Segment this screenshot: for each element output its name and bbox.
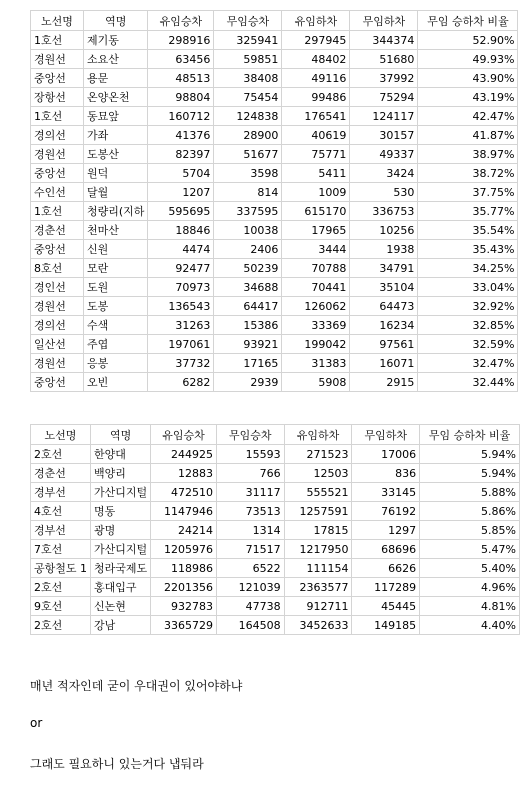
- paid-boarding-cell: 6282: [148, 373, 214, 392]
- paid-boarding-cell: 70973: [148, 278, 214, 297]
- free-boarding-cell: 31117: [216, 483, 284, 502]
- free-alighting-cell: 836: [352, 464, 420, 483]
- table-row: [31, 221, 518, 240]
- free-boarding-cell: 50239: [214, 259, 282, 278]
- paid-alighting-cell: 17965: [282, 221, 350, 240]
- paid-boarding-cell: 1205976: [151, 540, 217, 559]
- paid-boarding-cell: 472510: [151, 483, 217, 502]
- free-ratio-cell: 5.88%: [420, 483, 520, 502]
- paid-boarding-cell: 244925: [151, 445, 217, 464]
- free-boarding-cell: 121039: [216, 578, 284, 597]
- table-row: [31, 107, 518, 126]
- paid-boarding-cell: 4474: [148, 240, 214, 259]
- table-row: [31, 464, 520, 483]
- table-row: [31, 145, 518, 164]
- station-cell: 신논현: [91, 597, 151, 616]
- free-ratio-cell: 38.72%: [418, 164, 518, 183]
- free-boarding-cell: 17165: [214, 354, 282, 373]
- line-cell: 9호선: [31, 597, 91, 616]
- table-row: [31, 259, 518, 278]
- table-row: [31, 202, 518, 221]
- free-alighting-cell: 1297: [352, 521, 420, 540]
- table-row: [31, 597, 520, 616]
- line-cell: 수인선: [31, 183, 84, 202]
- free-boarding-cell: 814: [214, 183, 282, 202]
- free-alighting-cell: 530: [350, 183, 418, 202]
- free-alighting-cell: 124117: [350, 107, 418, 126]
- paid-alighting-cell: 48402: [282, 50, 350, 69]
- paid-boarding-cell: 37732: [148, 354, 214, 373]
- station-cell: 홍대입구: [91, 578, 151, 597]
- header-cell: 역명: [91, 425, 151, 445]
- header-cell: 노선명: [31, 11, 84, 31]
- free-boarding-cell: 34688: [214, 278, 282, 297]
- table-row: [31, 31, 518, 50]
- free-alighting-cell: 35104: [350, 278, 418, 297]
- line-cell: 경원선: [31, 50, 84, 69]
- free-boarding-cell: 28900: [214, 126, 282, 145]
- station-cell: 도봉산: [84, 145, 148, 164]
- station-cell: 청라국제도: [91, 559, 151, 578]
- free-alighting-cell: 149185: [352, 616, 420, 635]
- free-ratio-cell: 32.85%: [418, 316, 518, 335]
- paid-alighting-cell: 297945: [282, 31, 350, 50]
- free-boarding-cell: 15386: [214, 316, 282, 335]
- free-ratio-cell: 5.86%: [420, 502, 520, 521]
- free-ratio-cell: 32.44%: [418, 373, 518, 392]
- free-ratio-cell: 35.77%: [418, 202, 518, 221]
- table-row: [31, 521, 520, 540]
- comment-line: 매년 적자인데 굳이 우대권이 있어야하냐: [30, 679, 243, 693]
- paid-boarding-cell: 41376: [148, 126, 214, 145]
- paid-boarding-cell: 48513: [148, 69, 214, 88]
- line-cell: 중앙선: [31, 240, 84, 259]
- free-alighting-cell: 64473: [350, 297, 418, 316]
- station-cell: 도봉: [84, 297, 148, 316]
- paid-alighting-cell: 49116: [282, 69, 350, 88]
- line-cell: 경원선: [31, 145, 84, 164]
- free-alighting-cell: 1938: [350, 240, 418, 259]
- station-cell: 백양리: [91, 464, 151, 483]
- header-cell: 유임승차: [148, 11, 214, 31]
- paid-alighting-cell: 70788: [282, 259, 350, 278]
- paid-boarding-cell: 82397: [148, 145, 214, 164]
- free-ratio-cell: 43.90%: [418, 69, 518, 88]
- free-boarding-cell: 64417: [214, 297, 282, 316]
- comment-line: or: [30, 716, 43, 730]
- paid-alighting-cell: 555521: [284, 483, 352, 502]
- paid-boarding-cell: 92477: [148, 259, 214, 278]
- free-boarding-cell: 15593: [216, 445, 284, 464]
- paid-alighting-cell: 5908: [282, 373, 350, 392]
- free-boarding-cell: 337595: [214, 202, 282, 221]
- free-ratio-cell: 41.87%: [418, 126, 518, 145]
- line-cell: 7호선: [31, 540, 91, 559]
- header-cell: 노선명: [31, 425, 91, 445]
- table-row: [31, 540, 520, 559]
- free-boarding-cell: 2406: [214, 240, 282, 259]
- header-cell: 유임하차: [282, 11, 350, 31]
- line-cell: 2호선: [31, 578, 91, 597]
- free-alighting-cell: 68696: [352, 540, 420, 559]
- line-cell: 경부선: [31, 483, 91, 502]
- line-cell: 경원선: [31, 297, 84, 316]
- free-boarding-cell: 73513: [216, 502, 284, 521]
- line-cell: 경부선: [31, 521, 91, 540]
- table-row: [31, 316, 518, 335]
- station-cell: 주엽: [84, 335, 148, 354]
- free-ratio-cell: 4.81%: [420, 597, 520, 616]
- line-cell: 경춘선: [31, 464, 91, 483]
- free-ratio-cell: 5.47%: [420, 540, 520, 559]
- top-ratio-table: [30, 10, 518, 392]
- line-cell: 중앙선: [31, 373, 84, 392]
- station-cell: 소요산: [84, 50, 148, 69]
- free-boarding-cell: 75454: [214, 88, 282, 107]
- comment-line: 그래도 필요하니 있는거다 냅둬라: [30, 757, 204, 771]
- paid-boarding-cell: 98804: [148, 88, 214, 107]
- station-cell: 천마산: [84, 221, 148, 240]
- table-body: [31, 445, 520, 635]
- paid-alighting-cell: 3444: [282, 240, 350, 259]
- free-ratio-cell: 5.94%: [420, 445, 520, 464]
- free-ratio-cell: 5.40%: [420, 559, 520, 578]
- free-alighting-cell: 37992: [350, 69, 418, 88]
- paid-alighting-cell: 40619: [282, 126, 350, 145]
- station-cell: 청량리(지하: [84, 202, 148, 221]
- paid-boarding-cell: 12883: [151, 464, 217, 483]
- paid-alighting-cell: 111154: [284, 559, 352, 578]
- table-body: [31, 31, 518, 392]
- header-cell: 무임하차: [352, 425, 420, 445]
- station-cell: 응봉: [84, 354, 148, 373]
- station-cell: 가산디지털: [91, 540, 151, 559]
- free-alighting-cell: 45445: [352, 597, 420, 616]
- paid-alighting-cell: 2363577: [284, 578, 352, 597]
- paid-alighting-cell: 3452633: [284, 616, 352, 635]
- bottom-ratio-table: [30, 424, 520, 635]
- paid-boarding-cell: 2201356: [151, 578, 217, 597]
- free-alighting-cell: 51680: [350, 50, 418, 69]
- table-row: [31, 373, 518, 392]
- free-boarding-cell: 2939: [214, 373, 282, 392]
- free-ratio-cell: 52.90%: [418, 31, 518, 50]
- paid-alighting-cell: 70441: [282, 278, 350, 297]
- line-cell: 일산선: [31, 335, 84, 354]
- line-cell: 2호선: [31, 445, 91, 464]
- header-cell: 무임 승하차 비율: [418, 11, 518, 31]
- station-cell: 원덕: [84, 164, 148, 183]
- table-row: [31, 164, 518, 183]
- free-alighting-cell: 34791: [350, 259, 418, 278]
- free-ratio-cell: 49.93%: [418, 50, 518, 69]
- paid-alighting-cell: 17815: [284, 521, 352, 540]
- free-alighting-cell: 3424: [350, 164, 418, 183]
- paid-boarding-cell: 595695: [148, 202, 214, 221]
- table-row: [31, 354, 518, 373]
- table-row: [31, 616, 520, 635]
- header-cell: 역명: [84, 11, 148, 31]
- free-boarding-cell: 47738: [216, 597, 284, 616]
- free-alighting-cell: 30157: [350, 126, 418, 145]
- table-row: [31, 88, 518, 107]
- table-row: [31, 335, 518, 354]
- paid-alighting-cell: 1257591: [284, 502, 352, 521]
- header-cell: 무임승차: [214, 11, 282, 31]
- header-row: [31, 11, 518, 31]
- free-ratio-cell: 35.43%: [418, 240, 518, 259]
- line-cell: 8호선: [31, 259, 84, 278]
- free-boarding-cell: 10038: [214, 221, 282, 240]
- paid-alighting-cell: 31383: [282, 354, 350, 373]
- free-boarding-cell: 1314: [216, 521, 284, 540]
- free-alighting-cell: 6626: [352, 559, 420, 578]
- paid-alighting-cell: 176541: [282, 107, 350, 126]
- free-ratio-cell: 37.75%: [418, 183, 518, 202]
- header-cell: 무임하차: [350, 11, 418, 31]
- free-ratio-cell: 43.19%: [418, 88, 518, 107]
- free-alighting-cell: 16071: [350, 354, 418, 373]
- table-row: [31, 183, 518, 202]
- free-alighting-cell: 76192: [352, 502, 420, 521]
- paid-boarding-cell: 5704: [148, 164, 214, 183]
- paid-alighting-cell: 75771: [282, 145, 350, 164]
- free-ratio-cell: 34.25%: [418, 259, 518, 278]
- paid-alighting-cell: 99486: [282, 88, 350, 107]
- paid-alighting-cell: 615170: [282, 202, 350, 221]
- free-alighting-cell: 117289: [352, 578, 420, 597]
- station-cell: 제기동: [84, 31, 148, 50]
- free-alighting-cell: 336753: [350, 202, 418, 221]
- table-row: [31, 240, 518, 259]
- free-ratio-cell: 5.94%: [420, 464, 520, 483]
- free-ratio-cell: 5.85%: [420, 521, 520, 540]
- paid-alighting-cell: 33369: [282, 316, 350, 335]
- station-cell: 광명: [91, 521, 151, 540]
- paid-boarding-cell: 932783: [151, 597, 217, 616]
- line-cell: 경원선: [31, 354, 84, 373]
- station-cell: 가좌: [84, 126, 148, 145]
- table-row: [31, 69, 518, 88]
- paid-boarding-cell: 3365729: [151, 616, 217, 635]
- paid-boarding-cell: 118986: [151, 559, 217, 578]
- free-boarding-cell: 3598: [214, 164, 282, 183]
- table-row: [31, 126, 518, 145]
- header-cell: 무임 승하차 비율: [420, 425, 520, 445]
- line-cell: 경의선: [31, 126, 84, 145]
- line-cell: 경의선: [31, 316, 84, 335]
- table-row: [31, 502, 520, 521]
- station-cell: 온양온천: [84, 88, 148, 107]
- station-cell: 수색: [84, 316, 148, 335]
- station-cell: 모란: [84, 259, 148, 278]
- station-cell: 가산디지털: [91, 483, 151, 502]
- paid-boarding-cell: 24214: [151, 521, 217, 540]
- line-cell: 중앙선: [31, 69, 84, 88]
- paid-boarding-cell: 18846: [148, 221, 214, 240]
- station-cell: 도원: [84, 278, 148, 297]
- free-alighting-cell: 49337: [350, 145, 418, 164]
- free-alighting-cell: 75294: [350, 88, 418, 107]
- paid-boarding-cell: 1147946: [151, 502, 217, 521]
- line-cell: 1호선: [31, 31, 84, 50]
- paid-alighting-cell: 271523: [284, 445, 352, 464]
- free-ratio-cell: 32.92%: [418, 297, 518, 316]
- free-alighting-cell: 2915: [350, 373, 418, 392]
- table-row: [31, 445, 520, 464]
- line-cell: 2호선: [31, 616, 91, 635]
- table-row: [31, 297, 518, 316]
- free-alighting-cell: 33145: [352, 483, 420, 502]
- paid-alighting-cell: 12503: [284, 464, 352, 483]
- free-alighting-cell: 344374: [350, 31, 418, 50]
- line-cell: 1호선: [31, 107, 84, 126]
- line-cell: 4호선: [31, 502, 91, 521]
- free-boarding-cell: 59851: [214, 50, 282, 69]
- header-row: [31, 425, 520, 445]
- station-cell: 강남: [91, 616, 151, 635]
- free-ratio-cell: 4.96%: [420, 578, 520, 597]
- paid-alighting-cell: 199042: [282, 335, 350, 354]
- table-row: [31, 559, 520, 578]
- station-cell: 한양대: [91, 445, 151, 464]
- free-boarding-cell: 766: [216, 464, 284, 483]
- free-alighting-cell: 17006: [352, 445, 420, 464]
- table-row: [31, 483, 520, 502]
- paid-boarding-cell: 298916: [148, 31, 214, 50]
- free-alighting-cell: 10256: [350, 221, 418, 240]
- line-cell: 중앙선: [31, 164, 84, 183]
- paid-alighting-cell: 1217950: [284, 540, 352, 559]
- free-ratio-cell: 33.04%: [418, 278, 518, 297]
- paid-boarding-cell: 197061: [148, 335, 214, 354]
- line-cell: 1호선: [31, 202, 84, 221]
- header-cell: 유임승차: [151, 425, 217, 445]
- paid-boarding-cell: 31263: [148, 316, 214, 335]
- free-ratio-cell: 42.47%: [418, 107, 518, 126]
- table-row: [31, 578, 520, 597]
- line-cell: 공항철도 1: [31, 559, 91, 578]
- paid-alighting-cell: 5411: [282, 164, 350, 183]
- station-cell: 용문: [84, 69, 148, 88]
- free-ratio-cell: 4.40%: [420, 616, 520, 635]
- table-row: [31, 50, 518, 69]
- station-cell: 달월: [84, 183, 148, 202]
- paid-boarding-cell: 160712: [148, 107, 214, 126]
- free-alighting-cell: 16234: [350, 316, 418, 335]
- free-boarding-cell: 124838: [214, 107, 282, 126]
- paid-boarding-cell: 136543: [148, 297, 214, 316]
- free-alighting-cell: 97561: [350, 335, 418, 354]
- line-cell: 경춘선: [31, 221, 84, 240]
- free-ratio-cell: 38.97%: [418, 145, 518, 164]
- table-row: [31, 278, 518, 297]
- line-cell: 장항선: [31, 88, 84, 107]
- station-cell: 오빈: [84, 373, 148, 392]
- free-boarding-cell: 38408: [214, 69, 282, 88]
- free-ratio-cell: 35.54%: [418, 221, 518, 240]
- paid-alighting-cell: 126062: [282, 297, 350, 316]
- station-cell: 명동: [91, 502, 151, 521]
- header-cell: 유임하차: [284, 425, 352, 445]
- free-ratio-cell: 32.59%: [418, 335, 518, 354]
- paid-boarding-cell: 1207: [148, 183, 214, 202]
- station-cell: 동묘앞: [84, 107, 148, 126]
- paid-alighting-cell: 912711: [284, 597, 352, 616]
- paid-alighting-cell: 1009: [282, 183, 350, 202]
- free-boarding-cell: 325941: [214, 31, 282, 50]
- free-boarding-cell: 93921: [214, 335, 282, 354]
- free-boarding-cell: 51677: [214, 145, 282, 164]
- station-cell: 신원: [84, 240, 148, 259]
- free-boarding-cell: 71517: [216, 540, 284, 559]
- free-boarding-cell: 6522: [216, 559, 284, 578]
- line-cell: 경인선: [31, 278, 84, 297]
- free-boarding-cell: 164508: [216, 616, 284, 635]
- header-cell: 무임승차: [216, 425, 284, 445]
- paid-boarding-cell: 63456: [148, 50, 214, 69]
- free-ratio-cell: 32.47%: [418, 354, 518, 373]
